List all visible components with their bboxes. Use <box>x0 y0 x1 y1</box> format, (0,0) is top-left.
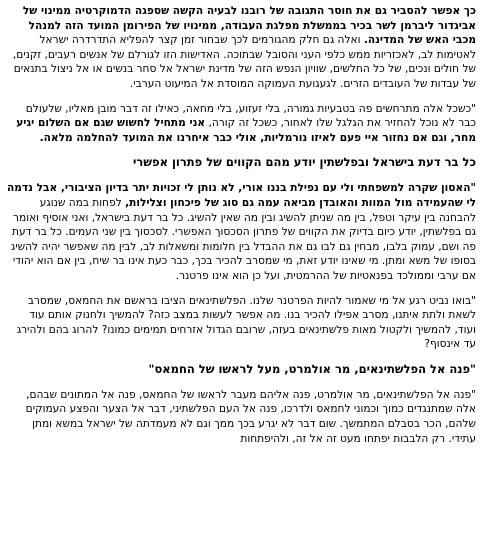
subheading-2: "פנה אל הפלשתינאים, מר אולמרט, מעל לראשו של החמאס" <box>148 361 476 376</box>
paragraph-4-text: "בואו נביט רגע אל מי שאמור להיות הפרטנר שלנו. הפלשתינאים הציבו בראשם את החמאס, שמסרב לשאת ולתת איתנו, מסרב אפילו להכיר בנו. מה אפשר לעשות במצב כזה? להמשיך ולחנוק אותם עוד ועוד, להמשיך ולקטול מאות פלשתינאים בעזה, שרובם הגדול אזרחים תמימים כמונו? להרוג בהם ולהירג עד אינסוף? <box>16 294 476 351</box>
paragraph-2 <box>6 102 476 146</box>
paragraph-1-text: ואלה גם חלק מהגורמים לכך שבחור זמן קצר להפליא התדרדרה ישראל לאטימות לב, לאכזריות ממש כלפי העני והסובל שבתוכה. האדישות הזו לגורלם של אנשים רעבים, זקנים, של חולים ונכים, של כל החלשים, שוויון הנפש הזה של מדינת ישראל אל סחר בנשים או אל ניצול בתנאים של עבדות של העובדים הזרים. לגעגועת העמוקה המוסדת אל המיעוט הערבי. <box>12 34 476 90</box>
paragraph-3-text: לפחות במה שנוגע להבחנה בין עיקר וטפל, בין מה שניתן להשיג ובין מה שאין להשיג. כל בר דעת בישראל, ואני אוסיף ואומר גם בפלשתין, יודע כיום בדיוק את הקווים של פתרון הסכסוך האפשרי. לסכסוך בין שני העמים. כל בר דעת פה ושם, עמוק בלבו, מבחין גם לבו גם את ההבדל בין חלומות ומשאלות לב, לבין מה שאפשר יהיה להשיג בסופו של משא ומתן. מי שאינו יודע זאת, מי שמסרב להכיר בכך, כבר כעת אינו בר שיח, בין אם הוא יהודי אם ערבי וממולכד בפנאטיות של ההרמטית, ועל כן הוא אינו פרטנר. <box>10 196 476 282</box>
paragraph-4 <box>6 294 476 352</box>
paragraph-2-bold-text: אני מתחיל לחשוש שגם אם השלום יגיע מחר, וגם אם נחזור איי פעם לאיזו נורמליות, אולי כבר איחרנו את המועד להחלמה מלאה. <box>16 117 476 144</box>
paragraph-1 <box>6 4 476 92</box>
paragraph-3 <box>6 181 476 283</box>
subheading-1: כל בר דעת בישראל ובפלשתין יודע מהם הקווים של פתרון אפשרי <box>132 155 476 170</box>
paragraph-5 <box>6 388 476 446</box>
paragraph-2-text: "כשכל אלה מתרחשים פה בטבעיות גמורה, בלי זעזוע, בלי מחאה, כאילו זה דבר מובן מאליו, שלעולם כבר לא נוכל להחזיר את הגלגל שלו לאחור, כשכל זה קורה, <box>25 102 476 130</box>
paragraph-1-bold-text: כך אפשר להסביר גם את חוסר התגובה של רובנו לבעיה הקשה שספגה הדמוקרטיה ממינוי של אביגדור ליברמן לשר בכיר בממשלת מפלגת העבודה, ממינויו של הפירומן המועד הזה למנהל מכבי האש של המדינה. <box>22 5 476 47</box>
paragraph-3-bold-text: "האסון שקרה למשפחתי ולי עם נפילת בננו אורי, לא נותן לי זכויות יתר בדיון הציבורי, אבל נדמה לי שהעמידה מול המוות והאובדן מביאה עמה גם סוג של פיכחון וצלילות, <box>6 182 476 209</box>
paragraph-5-text: "פנה אל הפלשתינאים, מר אולמרט, פנה אליהם מעבר לראשו של החמאס, פנה אל המתונים שבהם, אלה שמתנגדים כמוך וכמוני לחמאס ולדרכו, פנה אל העם הפלשתיני, דבר אל הצער והפצע העמוקים שלהם, הכר בסבלם המתמשך. שום דבר לא יגרע בכך ממך וגם לא מעמדתה של ישראל במשא ומתן עתידי. רק הלבבות יפתחו מעט זה אל זה, ולהיפתחות <box>25 388 476 445</box>
